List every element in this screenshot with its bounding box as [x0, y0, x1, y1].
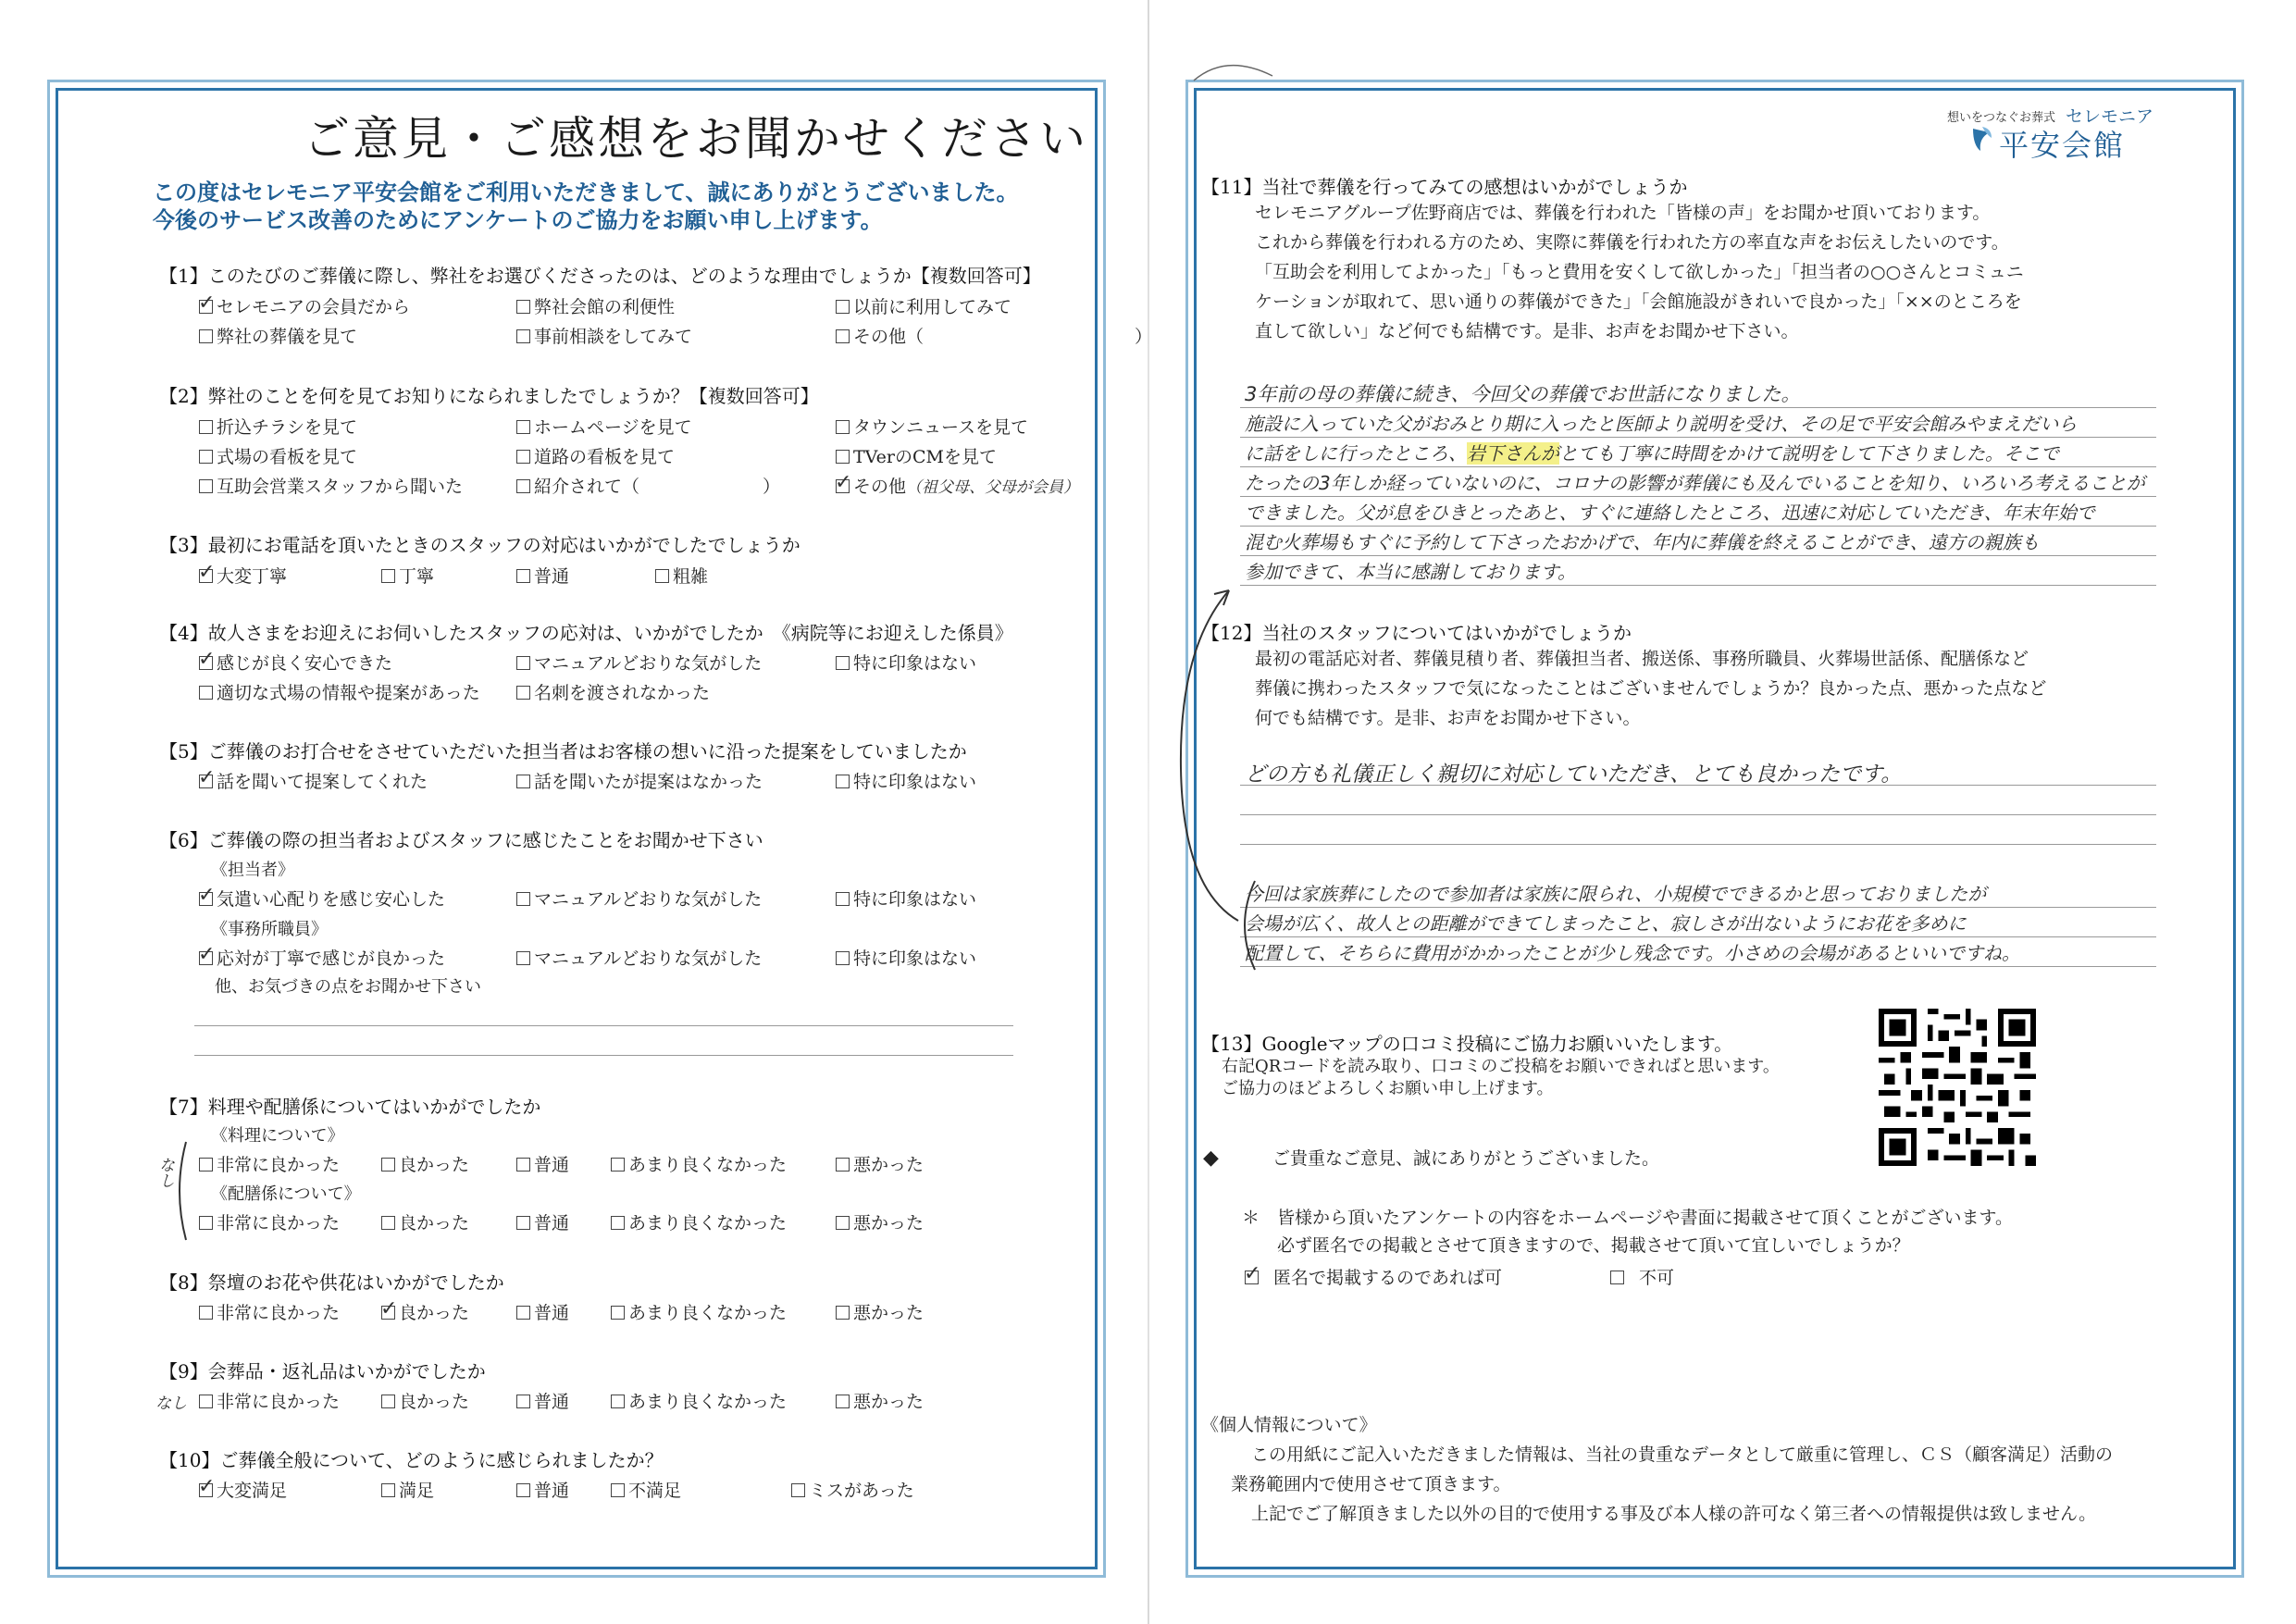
q6-option[interactable]: ✓気遣い心配りを感じ安心した [199, 886, 445, 911]
q1-option[interactable]: 弊社会館の利便性 [516, 293, 675, 318]
privacy-title: 《個人情報について》 [1201, 1415, 1377, 1435]
checkbox[interactable] [516, 569, 530, 583]
staff-name-highlight: 岩下さんが [1467, 442, 1559, 465]
q7-hand-note: なし [155, 1157, 174, 1188]
q11-body-4: ケーションが取れて、思い通りの葬儀ができた」「会館施設がきれいで良かった」「××のところを [1255, 291, 2022, 312]
q7-option[interactable]: 悪かった [836, 1209, 924, 1234]
q2-option[interactable]: ✓ その他（祖父母、父母が会員） [836, 473, 1079, 498]
q2-option[interactable]: 式場の看板を見て [199, 443, 357, 468]
checkbox-checked[interactable] [199, 892, 213, 906]
checkbox[interactable] [199, 1395, 213, 1408]
checkbox[interactable] [836, 892, 850, 906]
checkbox[interactable] [836, 656, 850, 670]
answer-line[interactable] [1240, 585, 2156, 586]
hand-bracket [1231, 879, 1259, 972]
q4-option[interactable]: マニュアルどおりな気がした [516, 650, 762, 675]
checkbox-checked[interactable] [199, 951, 213, 965]
publish-note-2: 必ず匿名での掲載とさせて頂きますので、掲載させて頂いて宜しいでしょうか？ [1277, 1235, 1910, 1256]
page-title: ご意見・ご感想をお聞かせください [304, 112, 1088, 166]
q10-option[interactable]: ✓大変満足 [199, 1477, 287, 1502]
privacy-line-3: 上記でご了解頂きました以外の目的で使用する事及び本人様の許可なく第三者への情報提供は致しません。 [1251, 1504, 2097, 1524]
privacy-line-1: この用紙にご記入いただきました情報は、当社の貴重なデータとして厳重に管理し、ＣＳ（顧客満足）活動の [1251, 1444, 2114, 1465]
checkbox[interactable] [836, 775, 850, 788]
q11-answer-3: に話をしに行ったところ、岩下さんがとても丁寧に時間をかけて説明をして下さりました。そこで [1245, 442, 2059, 465]
q8-option[interactable]: 普通 [516, 1299, 569, 1324]
q10-label: 【10】ご葬儀全般について、どのように感じられましたか？ [159, 1449, 664, 1471]
checkbox[interactable] [836, 1216, 850, 1230]
q11-body-1: セレモニアグループ佐野商店では、葬儀を行われた「皆様の声」をお聞かせ頂いております。 [1255, 203, 1991, 223]
logo-icon [1969, 125, 1993, 153]
q13-body-2: ご協力のほどよろしくお願い申し上げます。 [1222, 1079, 1554, 1098]
checkbox[interactable] [381, 1158, 395, 1172]
thanks-text: ご貴重なご意見、誠にありがとうございました。 [1272, 1148, 1660, 1169]
checkbox-checked[interactable] [199, 1483, 213, 1497]
q7-sub-staff: 《配膳係について》 [211, 1184, 361, 1204]
answer-line[interactable] [1240, 814, 2156, 815]
q2-option[interactable]: タウンニュースを見て [836, 414, 1028, 439]
answer-line[interactable] [1240, 437, 2156, 438]
q7-sub-food: 《料理について》 [211, 1126, 344, 1146]
q3-option[interactable]: ✓大変丁寧 [199, 563, 287, 588]
checkbox[interactable] [611, 1395, 625, 1408]
checkbox[interactable] [516, 1395, 530, 1408]
checkbox[interactable] [836, 1306, 850, 1320]
q6-option[interactable]: ✓応対が丁寧で感じが良かった [199, 945, 445, 970]
q2-option[interactable]: ホームページを見て [516, 414, 692, 439]
q11-answer-7: 参加できて、本当に感謝しております。 [1245, 561, 1576, 583]
checkbox[interactable] [381, 569, 395, 583]
checkbox[interactable] [836, 420, 850, 434]
checkbox[interactable] [199, 1306, 213, 1320]
checkbox[interactable] [836, 951, 850, 965]
q4-option[interactable]: 適切な式場の情報や提案があった [199, 679, 480, 704]
q4-option[interactable]: 特に印象はない [836, 650, 976, 675]
q9-option[interactable]: あまり良くなかった [611, 1388, 787, 1413]
checkbox[interactable] [516, 479, 530, 493]
q1-option[interactable]: 以前に利用してみて [836, 293, 1011, 318]
q11-body-3: 「互助会を利用してよかった」「もっと費用を安くして欲しかった」「担当者の○○さんとコミュニ [1255, 262, 2024, 282]
checkbox[interactable] [611, 1483, 625, 1497]
q9-hand-note: なし [155, 1395, 187, 1413]
q7-option[interactable]: 普通 [516, 1151, 569, 1176]
q2-option[interactable]: 紹介されて（ ） [516, 473, 780, 498]
q8-label: 【8】祭壇のお花や供花はいかがでしたか [159, 1271, 504, 1294]
q10-option[interactable]: 普通 [516, 1477, 569, 1502]
q6-option[interactable]: マニュアルどおりな気がした [516, 886, 762, 911]
checkbox-checked[interactable] [199, 775, 213, 788]
checkbox[interactable] [655, 569, 669, 583]
q7-option[interactable]: 悪かった [836, 1151, 924, 1176]
q11-answer-5: できました。父が息をひきとったあと、すぐに連絡したところ、迅速に対応していただき、年末年始で [1245, 502, 2095, 524]
q2-option[interactable]: 折込チラシを見て [199, 414, 357, 439]
q11-answer-2: 施設に入っていた父がおみとり期に入ったと医師より説明を受け、その足で平安会館みやまえだいら [1245, 413, 2078, 435]
answer-line[interactable] [1240, 407, 2156, 408]
checkbox[interactable] [381, 1216, 395, 1230]
q8-option[interactable]: あまり良くなかった [611, 1299, 787, 1324]
checkbox-checked[interactable] [381, 1306, 395, 1320]
checkbox[interactable] [516, 329, 530, 343]
page-fold [1148, 0, 1149, 1624]
q3-label: 【3】最初にお電話を頂いたときのスタッフの対応はいかがでしたでしょうか [159, 534, 800, 556]
checkbox-checked[interactable] [199, 656, 213, 670]
answer-line[interactable] [1240, 466, 2156, 467]
q7-option[interactable]: 良かった [381, 1151, 469, 1176]
checkbox[interactable] [516, 1483, 530, 1497]
q10-option[interactable]: 不満足 [611, 1477, 681, 1502]
q7-option[interactable]: 非常に良かった [199, 1151, 340, 1176]
q5-label: 【5】ご葬儀のお打合せをさせていただいた担当者はお客様の想いに沿った提案をしていましたか [159, 740, 967, 762]
checkbox[interactable] [381, 1483, 395, 1497]
q7-hand-bracket [171, 1140, 190, 1242]
checkbox[interactable] [516, 1306, 530, 1320]
q8-option[interactable]: ✓ 良かった [381, 1299, 469, 1324]
intro-line-2: 今後のサービス改善のためにアンケートのご協力をお願い申し上げます。 [153, 207, 883, 233]
q2-option[interactable]: 互助会営業スタッフから聞いた [199, 473, 463, 498]
checkbox-checked[interactable] [836, 479, 850, 493]
checkbox[interactable] [611, 1158, 625, 1172]
bullet-icon: ◆ [1203, 1147, 1219, 1170]
q6-sub-office: 《事務所職員》 [211, 920, 328, 939]
publish-option-yes[interactable]: ✓匿名で掲載するのであれば可 [1245, 1264, 1502, 1289]
q6-other-prompt: 他、お気づきの点をお聞かせ下さい [215, 977, 481, 997]
q2-other-note: （祖父母、父母が会員） [906, 478, 1080, 497]
privacy-line-2: 業務範囲内で使用させて頂きます。 [1231, 1474, 1511, 1494]
q11-label: 【11】当社で葬儀を行ってみての感想はいかがでしょうか [1201, 176, 1688, 198]
q12-extra-2: 会場が広く、故人との距離ができてしまったこと、寂しさが出ないようにお花を多めに [1245, 912, 1967, 935]
q5-option[interactable]: 特に印象はない [836, 768, 976, 793]
checkbox[interactable] [516, 775, 530, 788]
hand-mark [1189, 57, 1277, 85]
answer-line[interactable] [1240, 936, 2156, 937]
checkbox[interactable] [199, 450, 213, 464]
checkbox[interactable] [836, 1395, 850, 1408]
qr-code-icon[interactable] [1879, 1009, 2036, 1166]
q1-option[interactable]: その他（ ） [836, 323, 1152, 348]
answer-line[interactable] [1240, 907, 2156, 908]
q7-option[interactable]: 良かった [381, 1209, 469, 1234]
q7-label: 【7】料理や配膳係についてはいかがでしたか [159, 1096, 541, 1118]
q4-label: 【4】故人さまをお迎えにお伺いしたスタッフの応対は、いかがでしたか 《病院等にお迎えした係員》 [159, 622, 1013, 644]
q12-body-3: 何でも結構です。是非、お声をお聞かせ下さい。 [1255, 708, 1641, 728]
q3-option[interactable]: 丁寧 [381, 563, 434, 588]
checkbox[interactable] [199, 329, 213, 343]
answer-line[interactable] [1240, 966, 2156, 967]
answer-line[interactable] [1240, 844, 2156, 845]
q4-option[interactable]: 名刺を渡されなかった [516, 679, 710, 704]
checkbox[interactable] [381, 1395, 395, 1408]
q7-option[interactable]: あまり良くなかった [611, 1151, 787, 1176]
checkbox-checked[interactable] [1245, 1271, 1259, 1284]
q11-body-2: これから葬儀を行われる方のため、実際に葬儀を行われた方の率直な声をお伝えしたいのです。 [1255, 232, 2009, 253]
checkbox[interactable] [791, 1483, 805, 1497]
q12-answer: どの方も礼儀正しく親切に対応していただき、とても良かったです。 [1245, 762, 1903, 787]
checkbox[interactable] [516, 300, 530, 314]
checkbox[interactable] [1610, 1271, 1624, 1284]
q1-option[interactable]: 事前相談をしてみて [516, 323, 692, 348]
q1-label: 【1】このたびのご葬儀に際し、弊社をお選びくださったのは、どのような理由でしょうか【複数回答可】 [159, 265, 1041, 287]
q9-label: 【9】会葬品・返礼品はいかがでしたか [159, 1360, 486, 1382]
checkbox[interactable] [199, 420, 213, 434]
q12-label: 【12】当社のスタッフについてはいかがでしょうか [1201, 622, 1632, 644]
checkbox-checked[interactable] [199, 300, 213, 314]
checkbox[interactable] [516, 686, 530, 700]
checkbox[interactable] [199, 1158, 213, 1172]
q4-option[interactable]: ✓感じが良く安心できた [199, 650, 392, 675]
checkbox[interactable] [836, 329, 850, 343]
q8-option[interactable]: 非常に良かった [199, 1299, 340, 1324]
q9-option[interactable]: 非常に良かった [199, 1388, 340, 1413]
q8-option[interactable]: 悪かった [836, 1299, 924, 1324]
checkbox[interactable] [516, 951, 530, 965]
q9-option[interactable]: 良かった [381, 1388, 469, 1413]
q1-option[interactable]: ✓セレモニアの会員だから [199, 293, 410, 318]
q6-option[interactable]: 特に印象はない [836, 945, 976, 970]
q11-body-5: 直して欲しい」など何でも結構です。是非、お声をお聞かせ下さい。 [1255, 321, 1799, 341]
checkbox[interactable] [611, 1306, 625, 1320]
q2-option[interactable]: TVerのCMを見て [836, 443, 997, 468]
q11-answer-4: たったの3年しか経っていないのに、コロナの影響が葬儀にも及んでいることを知り、いろいろ考えることが [1245, 472, 2145, 494]
q6-label: 【6】ご葬儀の際の担当者およびスタッフに感じたことをお聞かせ下さい [159, 829, 763, 851]
intro-line-1: この度はセレモニア平安会館をご利用いただきまして、誠にありがとうございました。 [153, 180, 1019, 205]
q11-answer-1: 3年前の母の葬儀に続き、今回父の葬儀でお世話になりました。 [1245, 383, 1801, 405]
q12-body-1: 最初の電話応対者、葬儀見積り者、葬儀担当者、搬送係、事務所職員、火葬場世話係、配膳係など [1255, 649, 2029, 669]
answer-line[interactable] [194, 1055, 1013, 1056]
checkbox-checked[interactable] [199, 569, 213, 583]
q5-option[interactable]: ✓話を聞いて提案してくれた [199, 768, 428, 793]
logo-name: 平安会館 [1999, 128, 2126, 163]
checkbox[interactable] [199, 479, 213, 493]
star-icon: ＊ [1242, 1208, 1260, 1228]
checkbox[interactable] [199, 1216, 213, 1230]
q7-option[interactable]: あまり良くなかった [611, 1209, 787, 1234]
checkbox[interactable] [199, 686, 213, 700]
publish-option-no[interactable]: 不可 [1610, 1264, 1674, 1289]
q3-option[interactable]: 普通 [516, 563, 569, 588]
q2-option[interactable]: 道路の看板を見て [516, 443, 675, 468]
logo-brand: セレモニア [2066, 106, 2154, 127]
q12-body-2: 葬儀に携わったスタッフで気になったことはございませんでしょうか？良かった点、悪かった点など [1255, 678, 2047, 699]
answer-line[interactable] [1240, 555, 2156, 556]
q11-answer-6: 混む火葬場もすぐに予約して下さったおかげで、年内に葬儀を終えることができ、遠方の親族も [1245, 531, 2040, 553]
checkbox[interactable] [836, 300, 850, 314]
answer-line[interactable] [1240, 526, 2156, 527]
checkbox[interactable] [836, 450, 850, 464]
checkbox[interactable] [516, 420, 530, 434]
q2-label: 【2】弊社のことを何を見てお知りになられましたでしょうか？【複数回答可】 [159, 385, 819, 407]
checkbox[interactable] [516, 656, 530, 670]
answer-line[interactable] [194, 1025, 1013, 1026]
q1-option[interactable]: 弊社の葬儀を見て [199, 323, 357, 348]
q5-option[interactable]: 話を聞いたが提案はなかった [516, 768, 763, 793]
q12-extra-3: 配置して、そちらに費用がかかったことが少し残念です。小さめの会場があるといいですね。 [1245, 942, 2020, 964]
q12-extra-1: 今回は家族葬にしたので参加者は家族に限られ、小規模でできるかと思っておりましたが [1245, 883, 1987, 905]
q9-option[interactable]: 悪かった [836, 1388, 924, 1413]
checkbox[interactable] [836, 1158, 850, 1172]
q7-option[interactable]: 普通 [516, 1209, 569, 1234]
checkbox[interactable] [516, 450, 530, 464]
q13-body-1: 右記QRコードを読み取り、口コミのご投稿をお願いできればと思います。 [1222, 1057, 1780, 1076]
checkbox[interactable] [516, 1216, 530, 1230]
logo-tagline: 想いをつなぐお葬式 [1947, 111, 2056, 125]
answer-line[interactable] [1240, 496, 2156, 497]
checkbox[interactable] [516, 1158, 530, 1172]
publish-note-1: 皆様から頂いたアンケートの内容をホームページや書面に掲載させて頂くことがございます。 [1277, 1208, 2013, 1228]
q6-option[interactable]: 特に印象はない [836, 886, 976, 911]
q6-sub-tantousha: 《担当者》 [211, 861, 294, 880]
q9-option[interactable]: 普通 [516, 1388, 569, 1413]
q7-option[interactable]: 非常に良かった [199, 1209, 340, 1234]
q10-option[interactable]: 満足 [381, 1477, 434, 1502]
q3-option[interactable]: 粗雑 [655, 563, 708, 588]
checkbox[interactable] [516, 892, 530, 906]
checkbox[interactable] [611, 1216, 625, 1230]
q6-option[interactable]: マニュアルどおりな気がした [516, 945, 762, 970]
q13-label: 【13】Googleマップの口コミ投稿にご協力お願いいたします。 [1201, 1033, 1733, 1055]
q10-option[interactable]: ミスがあった [791, 1477, 914, 1502]
